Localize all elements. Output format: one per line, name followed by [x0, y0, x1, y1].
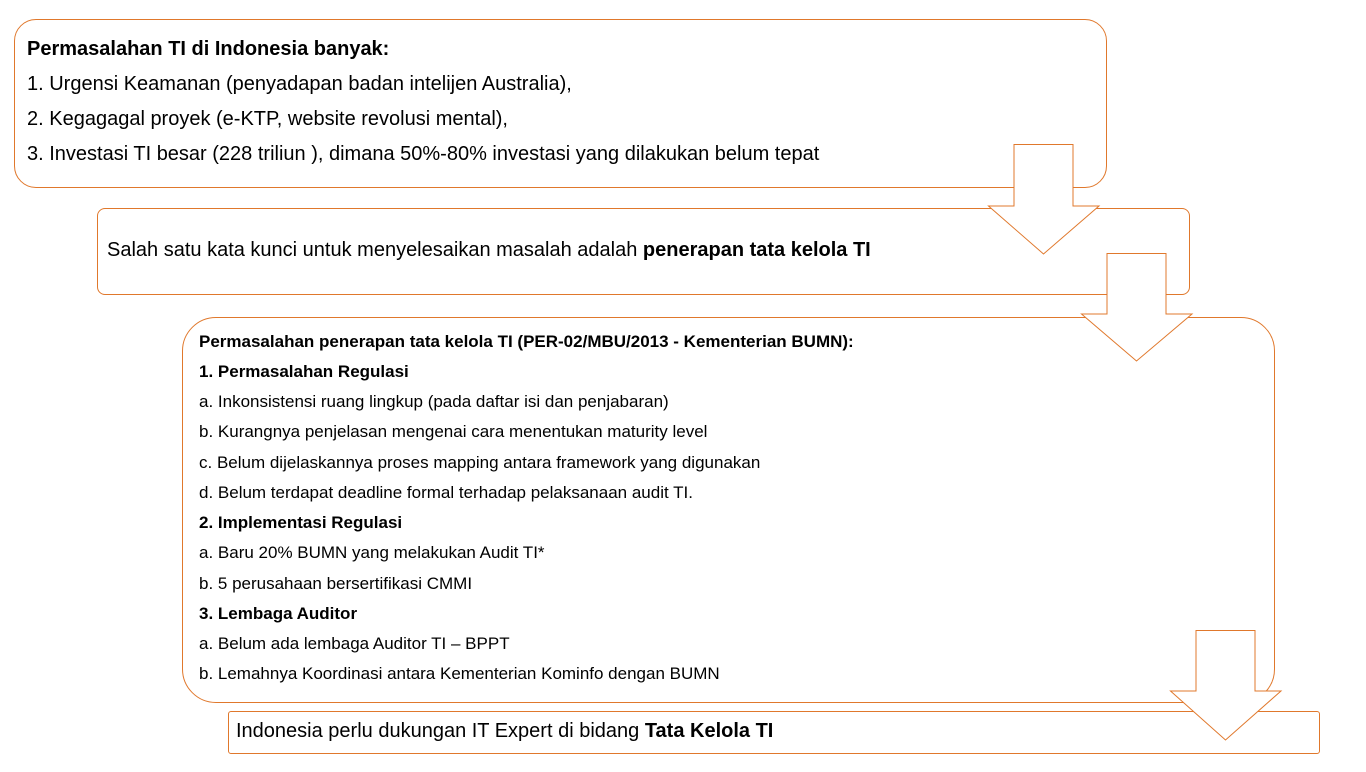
- section-title-auditor: 3. Lembaga Auditor: [199, 604, 358, 623]
- problems-box: [14, 19, 1107, 188]
- regulasi-item-c: c. Belum dijelaskannya proses mapping antara framework yang digunakan: [199, 453, 761, 472]
- conclusion-bold-text: Tata Kelola TI: [644, 720, 774, 742]
- auditor-item-b: b. Lemahnya Koordinasi antara Kementerian Kominfo dengan BUMN: [199, 664, 720, 683]
- section-title-regulasi: 1. Permasalahan Regulasi: [199, 362, 409, 381]
- regulasi-item-a: a. Inkonsistensi ruang lingkup (pada daftar isi dan penjabaran): [199, 392, 669, 411]
- conclusion-statement: [236, 720, 773, 743]
- conclusion-box: [228, 711, 1320, 754]
- problem-item-2: 2. Kegagagal proyek (e-KTP, website revolusi mental),: [27, 108, 508, 130]
- down-arrow-icon: [988, 144, 1100, 255]
- keyword-statement: [107, 239, 871, 262]
- auditor-item-a: a. Belum ada lembaga Auditor TI – BPPT: [199, 634, 510, 653]
- problem-item-3: 3. Investasi TI besar (228 triliun ), dimana 50%-80% investasi yang dilakukan belum tepat: [27, 143, 820, 165]
- section-title-implementasi: 2. Implementasi Regulasi: [199, 513, 403, 532]
- implementasi-item-b: b. 5 perusahaan bersertifikasi CMMI: [199, 574, 473, 593]
- keyword-bold-text: penerapan tata kelola TI: [642, 239, 871, 261]
- governance-issues-box: [182, 317, 1275, 703]
- down-arrow-icon: [1081, 253, 1193, 362]
- keyword-text: Salah satu kata kunci untuk menyelesaikan masalah adalah: [107, 239, 643, 261]
- regulasi-item-d: d. Belum terdapat deadline formal terhadap pelaksanaan audit TI.: [199, 483, 693, 502]
- regulasi-item-b: b. Kurangnya penjelasan mengenai cara menentukan maturity level: [199, 422, 708, 441]
- problems-heading: Permasalahan TI di Indonesia banyak:: [27, 38, 390, 60]
- implementasi-item-a: a. Baru 20% BUMN yang melakukan Audit TI*: [199, 543, 545, 562]
- problem-item-1: 1. Urgensi Keamanan (penyadapan badan intelijen Australia),: [27, 73, 572, 95]
- governance-heading: Permasalahan penerapan tata kelola TI (PER-02/MBU/2013 - Kementerian BUMN):: [199, 332, 854, 351]
- conclusion-text: Indonesia perlu dukungan IT Expert di bidang: [236, 720, 645, 742]
- down-arrow-icon: [1170, 630, 1282, 741]
